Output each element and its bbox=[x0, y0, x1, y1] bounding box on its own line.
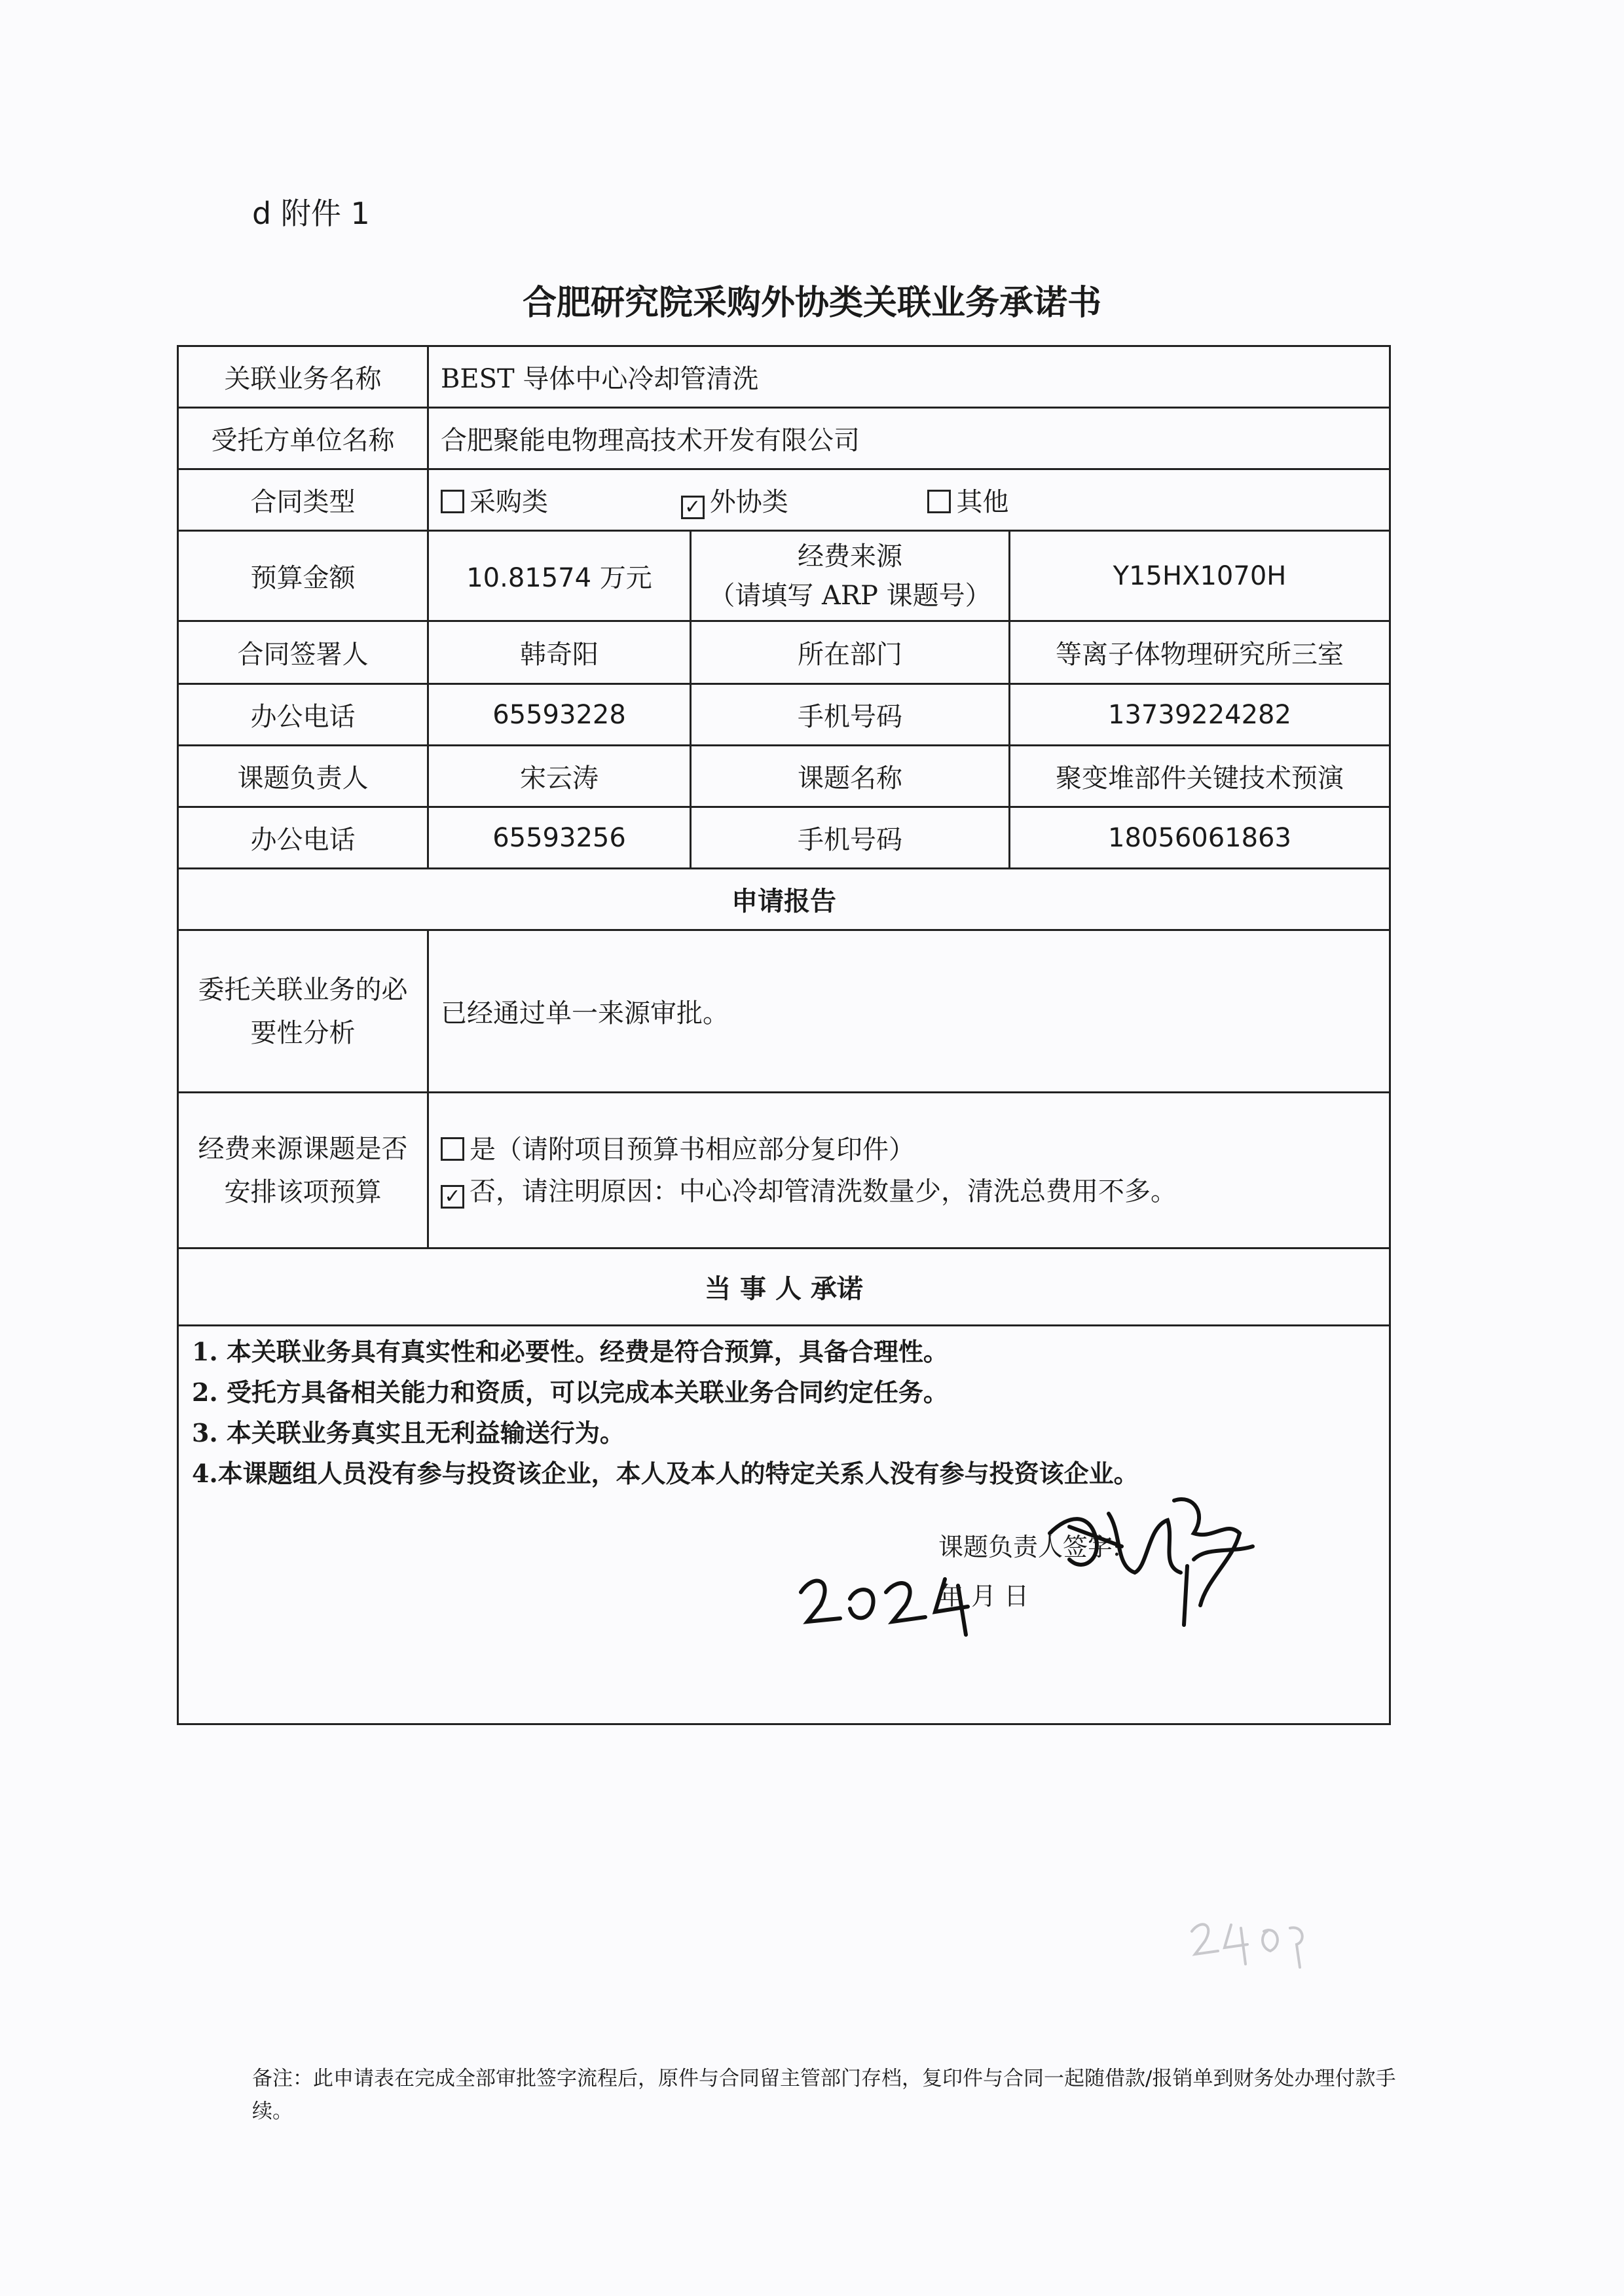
option-other-label: 其他 bbox=[956, 486, 1009, 517]
pledge-heading: 当 事 人 承诺 bbox=[178, 1248, 1390, 1326]
row-business-name bbox=[178, 346, 1390, 408]
option-outsource-label: 外协类 bbox=[709, 486, 788, 517]
attachment-label: d 附件 1 bbox=[252, 196, 370, 231]
pledge-item-4: 4.本课题组人员没有参与投资该企业，本人及本人的特定关系人没有参与投资该企业。 bbox=[192, 1459, 1139, 1488]
budget-value: 10.81574 万元 bbox=[428, 531, 691, 621]
checkbox-yes[interactable] bbox=[441, 1137, 464, 1161]
signer-office-phone-label: 办公电话 bbox=[178, 684, 428, 746]
row-pledge bbox=[178, 1326, 1390, 1724]
topic-value: 聚变堆部件关键技术预演 bbox=[1010, 746, 1390, 807]
budget-arranged-label: 经费来源课题是否安排该项预算 bbox=[178, 1093, 428, 1248]
department-value: 等离子体物理研究所三室 bbox=[1010, 621, 1390, 684]
row-budget bbox=[178, 531, 1390, 621]
row-report-heading bbox=[178, 869, 1390, 930]
budget-label: 预算金额 bbox=[178, 531, 428, 621]
document-title: 合肥研究院采购外协类关联业务承诺书 bbox=[522, 283, 1101, 323]
row-entrusted bbox=[178, 408, 1390, 469]
row-signer-phone bbox=[178, 684, 1390, 746]
row-necessity bbox=[178, 930, 1390, 1093]
pledge-list bbox=[179, 1326, 1389, 1494]
report-heading: 申请报告 bbox=[178, 869, 1390, 930]
row-leader bbox=[178, 746, 1390, 807]
checkbox-other[interactable] bbox=[927, 490, 951, 513]
leader-office-phone-label: 办公电话 bbox=[178, 807, 428, 869]
fund-source-label-line1: 经费来源 bbox=[798, 541, 902, 572]
entrusted-label: 受托方单位名称 bbox=[178, 408, 428, 469]
row-budget-arranged bbox=[178, 1093, 1390, 1248]
entrusted-value: 合肥聚能电物理高技术开发有限公司 bbox=[428, 408, 1390, 469]
signature-label: 课题负责人签字: bbox=[938, 1533, 1121, 1561]
commitment-form bbox=[177, 345, 1391, 1725]
row-pledge-heading bbox=[178, 1248, 1390, 1326]
budget-arranged-options bbox=[428, 1093, 1390, 1248]
date-label: 年 月 日 bbox=[938, 1582, 1029, 1611]
fund-source-label bbox=[691, 531, 1010, 621]
signer-mobile-value: 13739224282 bbox=[1010, 684, 1390, 746]
checkbox-purchase[interactable] bbox=[441, 490, 464, 513]
leader-value: 宋云涛 bbox=[428, 746, 691, 807]
necessity-label: 委托关联业务的必要性分析 bbox=[178, 930, 428, 1093]
row-signer bbox=[178, 621, 1390, 684]
contract-type-label: 合同类型 bbox=[178, 469, 428, 531]
necessity-text: 已经通过单一来源审批。 bbox=[428, 930, 1390, 1093]
signature-area bbox=[179, 1494, 1389, 1723]
department-label: 所在部门 bbox=[691, 621, 1010, 684]
option-no-label: 否，请注明原因：中心冷却管清洗数量少，清洗总费用不多。 bbox=[470, 1176, 1177, 1207]
contract-type-options bbox=[428, 469, 1390, 531]
footer-note: 备注：此申请表在完成全部审批签字流程后，原件与合同留主管部门存档，复印件与合同一起随借款/报销单到财务处办理付款手续。 bbox=[252, 2067, 1396, 2123]
topic-label: 课题名称 bbox=[691, 746, 1010, 807]
checkbox-no[interactable]: ✓ bbox=[441, 1185, 464, 1209]
option-purchase-label: 采购类 bbox=[470, 486, 548, 517]
pledge-item-1: 1. 本关联业务具有真实性和必要性。经费是符合预算，具备合理性。 bbox=[192, 1337, 948, 1366]
leader-mobile-label: 手机号码 bbox=[691, 807, 1010, 869]
leader-label: 课题负责人 bbox=[178, 746, 428, 807]
leader-mobile-value: 18056061863 bbox=[1010, 807, 1390, 869]
pledge-item-3: 3. 本关联业务真实且无利益输送行为。 bbox=[192, 1418, 625, 1448]
signer-label: 合同签署人 bbox=[178, 621, 428, 684]
business-name-value: BEST 导体中心冷却管清洗 bbox=[428, 346, 1390, 408]
pledge-cell bbox=[178, 1326, 1390, 1724]
fund-source-label-line2: （请填写 ARP 课题号） bbox=[709, 580, 991, 611]
business-name-label: 关联业务名称 bbox=[178, 346, 428, 408]
option-yes-label: 是（请附项目预算书相应部分复印件） bbox=[470, 1134, 915, 1165]
pledge-item-2: 2. 受托方具备相关能力和资质，可以完成本关联业务合同约定任务。 bbox=[192, 1377, 948, 1407]
row-leader-phone bbox=[178, 807, 1390, 869]
signer-mobile-label: 手机号码 bbox=[691, 684, 1010, 746]
handwritten-signature-icon bbox=[1043, 1474, 1266, 1631]
fund-source-value: Y15HX1070H bbox=[1010, 531, 1390, 621]
signer-value: 韩奇阳 bbox=[428, 621, 691, 684]
checkbox-outsource[interactable]: ✓ bbox=[681, 496, 705, 519]
pencil-mark-icon bbox=[1185, 1912, 1316, 1971]
leader-office-phone-value: 65593256 bbox=[428, 807, 691, 869]
row-contract-type bbox=[178, 469, 1390, 531]
signer-office-phone-value: 65593228 bbox=[428, 684, 691, 746]
